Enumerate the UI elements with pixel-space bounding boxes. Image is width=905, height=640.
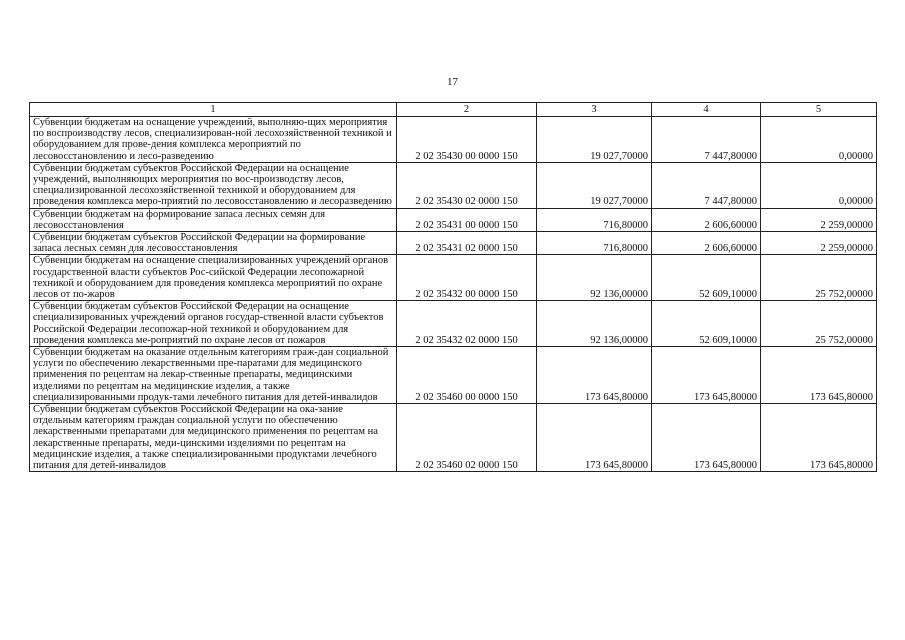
row-value-col3: 92 136,00000: [537, 301, 652, 347]
row-value-col4: 7 447,80000: [652, 162, 761, 208]
row-name-cell: Субвенции бюджетам субъектов Российской Федерации на ока-зание отдельным категориям граждан социальной услуги по обеспечению лекарственными препаратами для медицинского применения по рецептам на лекарственные препараты, меди-цинскими изделиями по рецептам на медицинские изделия, а также специализированными продуктами лечебного питания для детей-инвалидов: [30, 404, 397, 472]
row-name-cell: Субвенции бюджетам на формирование запаса лесных семян для лесовосстановления: [30, 208, 397, 231]
table-body: [30, 117, 877, 472]
table-row: [30, 404, 877, 472]
row-value-col3: 19 027,70000: [537, 117, 652, 163]
row-name-cell: Субвенции бюджетам на оснащение специализированных учреждений органов государственной власти субъектов Рос-сийской Федерации лесопожарной техникой и оборудованием для проведения комплекса мероприятий по охране лесов от по-жаров: [30, 255, 397, 301]
column-header-1: 1: [30, 103, 397, 117]
row-value-col3: 92 136,00000: [537, 255, 652, 301]
table-row: [30, 255, 877, 301]
row-value-col4: 2 606,60000: [652, 208, 761, 231]
row-value-col5: 0,00000: [761, 117, 877, 163]
row-value-col5: 0,00000: [761, 162, 877, 208]
row-value-col5: 173 645,80000: [761, 404, 877, 472]
column-header-3: 3: [537, 103, 652, 117]
row-value-col5: 25 752,00000: [761, 301, 877, 347]
table-header: [30, 103, 877, 117]
row-value-col4: 173 645,80000: [652, 347, 761, 404]
row-code-cell: 2 02 35431 00 0000 150: [397, 208, 537, 231]
table-row: [30, 347, 877, 404]
column-header-5: 5: [761, 103, 877, 117]
row-code-cell: 2 02 35432 00 0000 150: [397, 255, 537, 301]
row-value-col4: 2 606,60000: [652, 232, 761, 255]
table-row: [30, 301, 877, 347]
row-value-col3: 173 645,80000: [537, 404, 652, 472]
table-row: [30, 162, 877, 208]
row-name-cell: Субвенции бюджетам субъектов Российской Федерации на оснащение учреждений, выполняющих мероприятия по вос-производству лесов, специализированной лесохозяйственной техникой и оборудованием для проведения комплекса меро-приятий по лесовосстановлению и лесоразведению: [30, 162, 397, 208]
budget-table: [29, 102, 877, 472]
row-value-col4: 52 609,10000: [652, 301, 761, 347]
row-value-col5: 173 645,80000: [761, 347, 877, 404]
table-row: [30, 208, 877, 231]
row-code-cell: 2 02 35430 02 0000 150: [397, 162, 537, 208]
row-value-col5: 2 259,00000: [761, 208, 877, 231]
row-value-col5: 2 259,00000: [761, 232, 877, 255]
row-name-cell: Субвенции бюджетам на оснащение учреждений, выполняю-щих мероприятия по воспроизводству лесов, специализирован-ной лесохозяйственной техникой и оборудованием для прове-дения комплекса мероприятий по лесовосстановлению и лесо-разведению: [30, 117, 397, 163]
row-value-col4: 52 609,10000: [652, 255, 761, 301]
row-value-col3: 716,80000: [537, 208, 652, 231]
column-header-2: 2: [397, 103, 537, 117]
row-name-cell: Субвенции бюджетам субъектов Российской Федерации на оснащение специализированных учреждений органов государ-ственной власти субъектов Российской Федерации лесопожар-ной техникой и оборудованием для проведения комплекса ме-роприятий по охране лесов от пожаров: [30, 301, 397, 347]
page-number: 17: [447, 76, 458, 88]
row-value-col4: 7 447,80000: [652, 117, 761, 163]
row-name-cell: Субвенции бюджетам на оказание отдельным категориям граж-дан социальной услуги по обеспечению лекарственными пре-паратами для медицинского применения по рецептам на лекар-ственные препараты, медицинскими изделиями по рецептам на медицинские изделия, а также специализированными продук-тами лечебного питания для детей-инвалидов: [30, 347, 397, 404]
row-value-col3: 716,80000: [537, 232, 652, 255]
row-value-col3: 173 645,80000: [537, 347, 652, 404]
row-code-cell: 2 02 35431 02 0000 150: [397, 232, 537, 255]
table-row: [30, 232, 877, 255]
row-code-cell: 2 02 35432 02 0000 150: [397, 301, 537, 347]
row-code-cell: 2 02 35430 00 0000 150: [397, 117, 537, 163]
row-value-col5: 25 752,00000: [761, 255, 877, 301]
row-code-cell: 2 02 35460 02 0000 150: [397, 404, 537, 472]
row-code-cell: 2 02 35460 00 0000 150: [397, 347, 537, 404]
table-row: [30, 117, 877, 163]
header-row: [30, 103, 877, 117]
row-name-cell: Субвенции бюджетам субъектов Российской Федерации на формирование запаса лесных семян для лесовосстановления: [30, 232, 397, 255]
column-header-4: 4: [652, 103, 761, 117]
row-value-col4: 173 645,80000: [652, 404, 761, 472]
row-value-col3: 19 027,70000: [537, 162, 652, 208]
